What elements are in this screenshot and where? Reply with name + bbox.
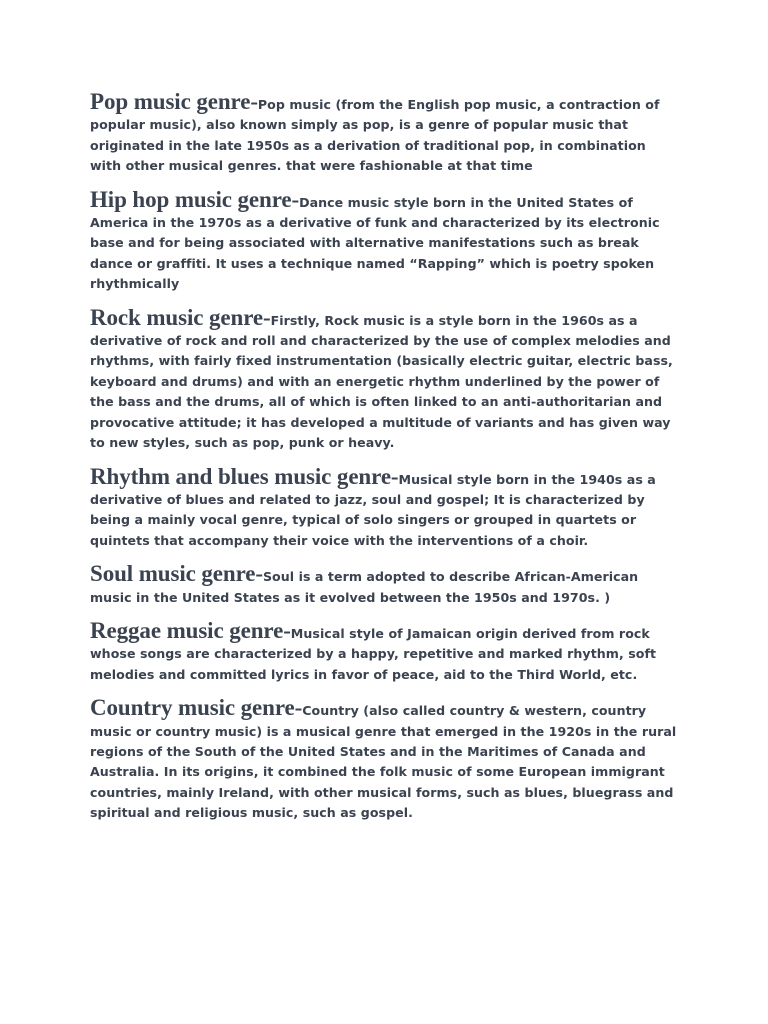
section-text: Country (also called country & western, country music or country music) is a musical genre that emerged in the 1920s in the rural regions of the South of the United States and in the Maritimes of Canada and Australia. In its origins, it combined the folk music of some European immigrant countries, mainly Ireland, with other musical forms, such as blues, bluegrass and spiritual and religious music, such as gospel.	[90, 703, 677, 821]
section-heading: Rock music genre-	[90, 304, 271, 330]
document-page	[90, 89, 680, 837]
section-text: Musical style of Jamaican origin derived from rock whose songs are characterized by a happy, repetitive and marked rhythm, soft melodies and committed lyrics in favor of peace, aid to the Third World, etc.	[90, 625, 657, 682]
section-heading: Hip hop music genre-	[90, 186, 300, 212]
section-hip-hop	[90, 186, 680, 295]
section-country	[90, 695, 680, 823]
section-heading: Reggae music genre-	[90, 617, 291, 643]
section-heading: Rhythm and blues music genre-	[90, 463, 399, 489]
section-text: Dance music style born in the United States of America in the 1970s as a derivative of funk and characterized by its electronic base and for being associated with alternative manifestations such as break dance or graffiti. It uses a technique named “Rapping” which is poetry spoken rhythmically	[90, 194, 660, 292]
section-text: Soul is a term adopted to describe African-American music in the United States as it evolved between the 1950s and 1970s. )	[90, 569, 639, 605]
section-heading: Pop music genre-	[90, 89, 258, 114]
section-text: Musical style born in the 1940s as a derivative of blues and related to jazz, soul and gospel; It is characterized by being a mainly vocal genre, typical of solo singers or grouped in quartets or quintets that accompany their voice with the interventions of a choir.	[90, 471, 656, 548]
section-text: Firstly, Rock music is a style born in the 1960s as a derivative of rock and roll and characterized by the use of complex melodies and rhythms, with fairly fixed instrumentation (basically electric guitar, electric bass, keyboard and drums) and with an energetic rhythm underlined by the power of the bass and the drums, all of which is often linked to an anti-authoritarian and provocative attitude; it has developed a multitude of variants and has given way to new styles, such as pop, punk or heavy.	[90, 312, 673, 451]
section-soul	[90, 561, 680, 608]
section-pop	[90, 89, 680, 177]
section-heading: Country music genre-	[90, 695, 303, 721]
section-heading: Soul music genre-	[90, 561, 263, 587]
section-rock	[90, 304, 680, 454]
section-rhythm-and-blues	[90, 463, 680, 552]
section-text: Pop music (from the English pop music, a contraction of popular music), also known simply as pop, is a genre of popular music that originated in the late 1950s as a derivation of traditional pop, in combination with other musical genres. that were fashionable at that time	[90, 97, 660, 174]
section-reggae	[90, 617, 680, 685]
